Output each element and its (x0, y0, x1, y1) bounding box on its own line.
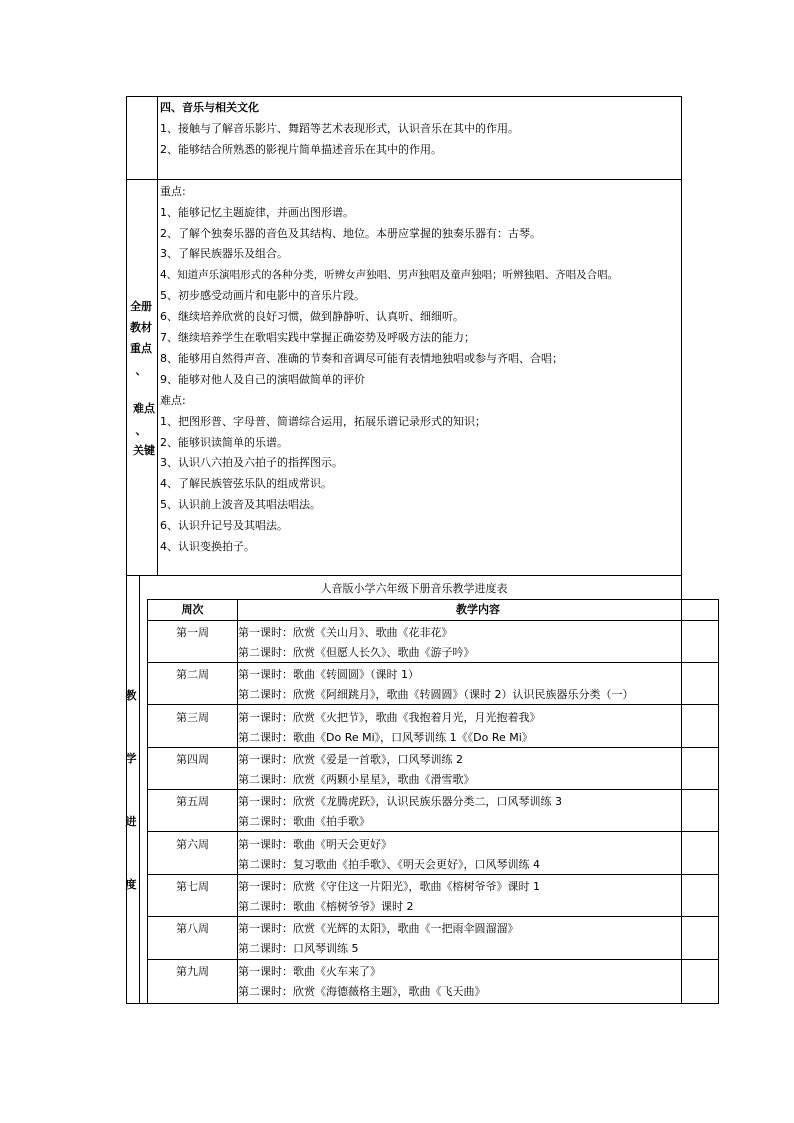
focus-item-5: 5、初步感受动画片和电影中的音乐片段。 (160, 289, 365, 302)
week-cell: 第一周 (176, 626, 209, 639)
week-cell: 第九周 (176, 965, 209, 978)
lesson-2: 第二课时：欣赏《两颗小星星》，歌曲《滑雪歌》 (238, 773, 475, 786)
difficulty-item-1: 1、把图形普、字母普、简谱综合运用，拓展乐谱记录形式的知识； (160, 415, 486, 428)
lesson-1: 第一课时：歌曲《明天会更好》 (238, 838, 392, 851)
row-divider-3 (147, 747, 719, 748)
schedule-inner-left (139, 576, 140, 1004)
lesson-2: 第二课时：歌曲《Do Re Mi》，口风琴训练 1《《Do Re Mi》 (238, 731, 533, 744)
row-divider-7 (147, 916, 719, 917)
lesson-2: 第二课时：歌曲《拍手歌》 (238, 815, 370, 828)
schedule-label-char-2: 学 (125, 752, 137, 765)
difficulty-item-7: 4、认识变换拍子。 (160, 540, 255, 553)
lesson-1: 第一课时：欣赏《龙腾虎跃》，认识民族乐器分类二，口风琴训练 3 (238, 795, 562, 808)
section4-heading: 四、音乐与相关文化 (160, 101, 259, 114)
schedule-label-char-3: 进 (125, 815, 137, 828)
row-divider-5 (147, 831, 719, 832)
row-divider-6 (147, 874, 719, 875)
section-divider-1 (126, 179, 682, 180)
lesson-1: 第一课时：欣赏《火把节》，歌曲《我抱着月光，月光抱着我》 (238, 711, 541, 724)
focus-item-6: 6、继续培养欣赏的良好习惯，做到静静听、认真听、细细听。 (160, 310, 464, 323)
row-divider-2 (147, 704, 719, 705)
difficulty-item-4: 4、了解民族管弦乐队的组成常识。 (160, 477, 332, 490)
week-cell: 第五周 (176, 795, 209, 808)
week-cell: 第二周 (176, 668, 209, 681)
schedule-header-bottom (147, 620, 719, 621)
side-label-line-3: 重点 (130, 342, 152, 355)
schedule-title-bottom (147, 599, 719, 600)
label-column-divider (157, 96, 158, 576)
focus-item-4: 4、知道声乐演唱形式的各种分类，听辨女声独唱、男声独唱及童声独唱；听辨独唱、齐唱及合唱。 (160, 269, 619, 281)
focus-item-8: 8、能够用自然得声音、准确的节奏和音调尽可能有表情地独唱或参与齐唱、合唱； (160, 352, 563, 365)
week-cell: 第三周 (176, 711, 209, 724)
lesson-1: 第一课时：歌曲《火车来了》 (238, 965, 381, 978)
side-label-line-7: 、 (135, 424, 147, 437)
schedule-bottom-border (682, 1003, 719, 1004)
row-divider-4 (147, 789, 719, 790)
side-label-line-6: 难点 (133, 402, 155, 415)
focus-title: 重点: (160, 185, 186, 198)
difficulty-item-5: 5、认识前上波音及其唱法唱法。 (160, 498, 321, 511)
table-bottom-border (126, 1003, 682, 1004)
focus-item-2: 2、了解个独奏乐器的音色及其结构、地位。本册应掌握的独奏乐器有：古琴。 (160, 227, 541, 240)
section-divider-2 (126, 575, 682, 576)
schedule-right-border (718, 599, 719, 1003)
schedule-label-char-1: 教 (125, 689, 137, 702)
week-cell: 第六周 (176, 838, 209, 851)
focus-item-7: 7、继续培养学生在歌唱实践中掌握正确姿势及呼吸方法的能力； (160, 331, 475, 344)
row-divider-8 (147, 959, 719, 960)
lesson-1: 第一课时：欣赏《关山月》、歌曲《花非花》 (238, 626, 453, 639)
side-label-line-2: 教材 (130, 321, 152, 334)
row-divider-1 (147, 662, 719, 663)
focus-item-9: 9、能够对他人及自己的演唱做简单的评价 (160, 373, 365, 386)
lesson-2: 第二课时：欣赏《阿细跳月》，歌曲《转圆圆》（课时 2）认识民族器乐分类（一） (238, 688, 634, 701)
lesson-2: 第二课时：歌曲《榕树爷爷》课时 2 (238, 900, 414, 913)
side-label-line-4: 、 (135, 364, 147, 377)
lesson-2: 第二课时：欣赏《但愿人长久》、歌曲《游子吟》 (238, 646, 475, 659)
side-label-line-8: 关键 (133, 444, 155, 457)
side-label-line-1: 全册 (130, 300, 152, 313)
section4-item-2: 2、能够结合所熟悉的影视片简单描述音乐在其中的作用。 (160, 143, 442, 156)
schedule-label-char-4: 度 (125, 878, 137, 891)
lesson-1: 第一课时：欣赏《光辉的太阳》，歌曲《一把雨伞圆溜溜》 (238, 922, 519, 935)
table-top-border (126, 96, 682, 97)
header-week: 周次 (181, 603, 204, 616)
week-cell: 第四周 (176, 753, 209, 766)
lesson-1: 第一课时：歌曲《转圆圆》（课时 1） (238, 668, 419, 681)
difficulty-item-2: 2、能够识读简单的乐谱。 (160, 436, 288, 449)
difficulty-title: 难点: (160, 394, 186, 407)
schedule-title: 人音版小学六年级下册音乐教学进度表 (320, 582, 508, 595)
table-left-border (126, 96, 127, 1004)
table-right-border (681, 96, 682, 1004)
week-cell: 第八周 (176, 922, 209, 935)
lesson-2: 第二课时：口风琴训练 5 (238, 942, 359, 955)
section4-item-1: 1、接触与了解音乐影片、舞蹈等艺术表现形式，认识音乐在其中的作用。 (160, 122, 519, 135)
lesson-1: 第一课时：欣赏《守住这一片阳光》，歌曲《榕树爷爷》课时 1 (238, 880, 540, 893)
focus-item-1: 1、能够记忆主题旋律，并画出图形谱。 (160, 206, 354, 219)
focus-item-3: 3、了解民族器乐及组合。 (160, 247, 288, 260)
difficulty-item-6: 6、认识升记号及其唱法。 (160, 519, 288, 532)
difficulty-item-3: 3、认识八六拍及六拍子的指挥图示。 (160, 456, 343, 469)
lesson-2: 第二课时：欣赏《海德薇格主题》，歌曲《飞天曲》 (238, 985, 486, 998)
lesson-1: 第一课时：欣赏《爱是一首歌》，口风琴训练 2 (238, 753, 463, 766)
lesson-2: 第二课时：复习歌曲《拍手歌》、《明天会更好》，口风琴训练 4 (238, 858, 540, 871)
header-content: 教学内容 (456, 603, 500, 616)
week-cell: 第七周 (176, 880, 209, 893)
